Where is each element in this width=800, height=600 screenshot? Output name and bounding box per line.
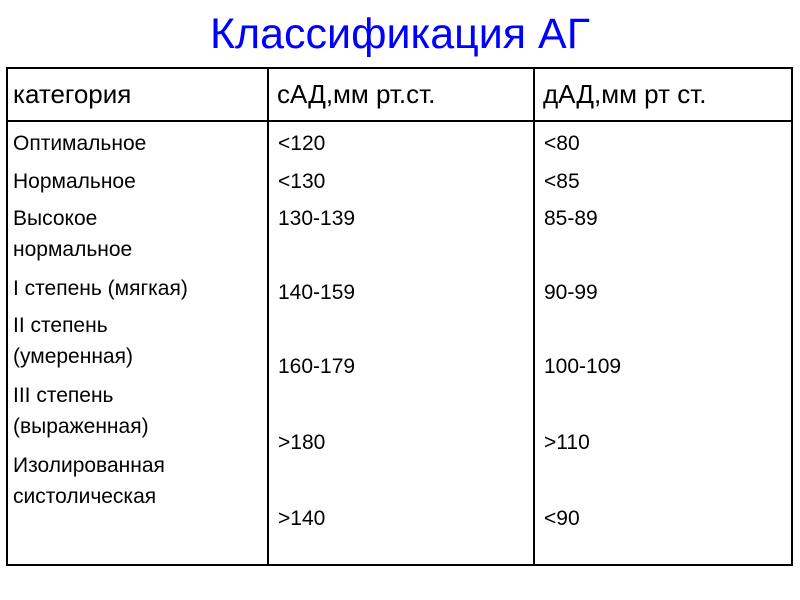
category-line: систолическая	[13, 485, 157, 508]
dad-value: >110	[544, 431, 590, 454]
sad-value: 160-179	[278, 355, 356, 378]
header-category: категория	[13, 79, 132, 109]
sad-value: 140-159	[278, 281, 356, 304]
category-line: Нормальное	[13, 170, 136, 193]
dad-value: 100-109	[544, 355, 622, 378]
category-line: III степень	[13, 384, 114, 407]
dad-value: <90	[544, 507, 580, 530]
dad-value: 90-99	[544, 281, 598, 304]
category-line: (умеренная)	[13, 345, 133, 368]
category-line: I степень (мягкая)	[13, 277, 188, 300]
category-line: (выраженная)	[13, 415, 149, 438]
sad-value: >180	[278, 431, 326, 454]
sad-value: >140	[278, 507, 326, 530]
header-sad: сАД,мм рт.ст.	[277, 79, 436, 109]
dad-value: <85	[544, 170, 580, 193]
category-line: Изолированная	[13, 454, 165, 477]
sad-value: <120	[278, 132, 326, 155]
header-divider	[8, 120, 791, 122]
category-line: Высокое	[13, 207, 98, 230]
category-line: нормальное	[13, 238, 133, 261]
column-divider	[533, 69, 535, 564]
column-divider	[267, 69, 269, 564]
slide-title: Классификация АГ	[210, 10, 590, 58]
sad-value: <130	[278, 170, 326, 193]
dad-value: 85-89	[544, 207, 598, 230]
category-line: II степень	[13, 314, 108, 337]
sad-value: 130-139	[278, 207, 356, 230]
dad-value: <80	[544, 132, 580, 155]
category-line: Оптимальное	[13, 132, 147, 155]
header-dad: дАД,мм рт ст.	[543, 79, 707, 109]
classification-table	[6, 67, 793, 566]
